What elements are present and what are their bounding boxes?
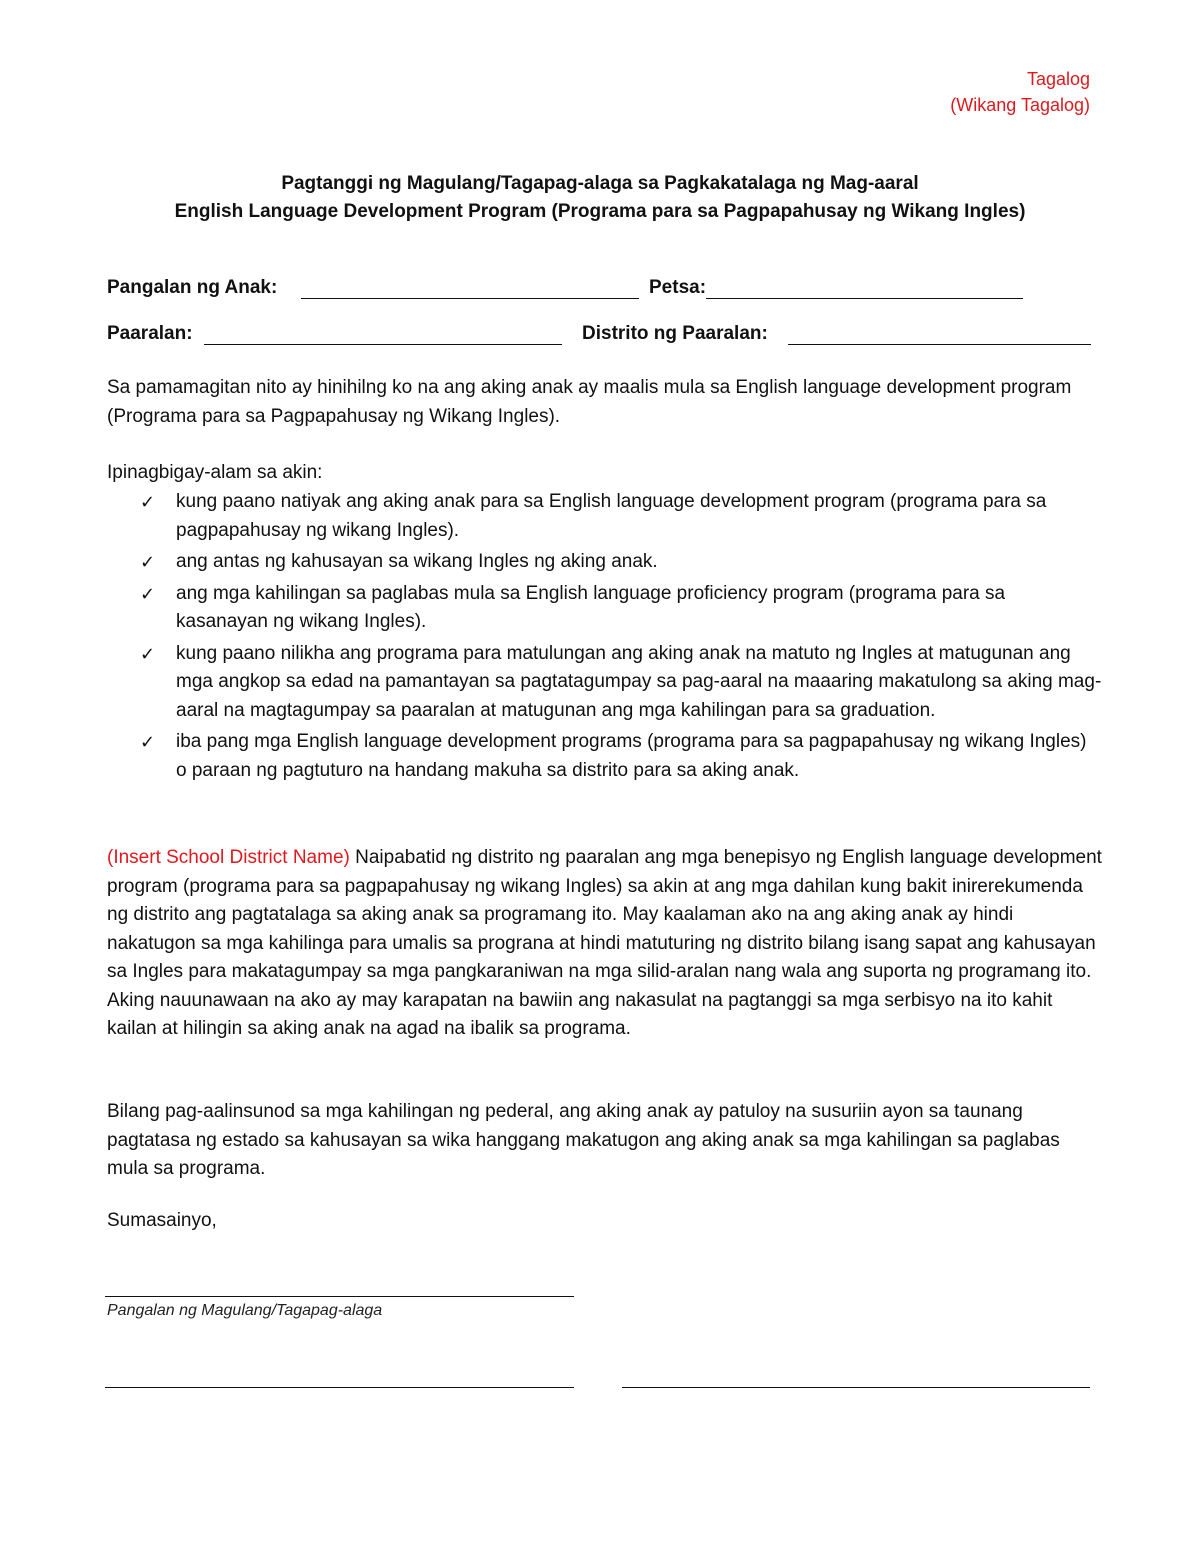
- list-item-text: ang antas ng kahusayan sa wikang Ingles ng aking anak.: [176, 551, 658, 572]
- child-date-row: [107, 276, 1102, 304]
- school-field[interactable]: [204, 344, 562, 345]
- informed-label: [107, 459, 1102, 488]
- district-name-placeholder: (Insert School District Name): [107, 847, 350, 868]
- check-icon: ✓: [140, 552, 156, 572]
- list-item-text: ang mga kahilingan sa paglabas mula sa English language proficiency program (programa para sa kasanayan ng wikang Ingles).: [176, 582, 1006, 632]
- list-item-text: iba pang mga English language development programs (programa para sa pagpapahusay ng wikang Ingles) o paraan ng pagtuturo na handang makuha sa distrito para sa aking anak.: [176, 731, 1087, 781]
- list-item-text: kung paano natiyak ang aking anak para sa English language development program (programa para sa pagpapahusay ng wikang Ingles).: [176, 491, 1047, 541]
- intro-paragraph: [107, 374, 1102, 431]
- child-name-label: Pangalan ng Anak:: [107, 277, 278, 298]
- document-title: [0, 170, 1200, 226]
- closing-text: Sumasainyo,: [107, 1210, 217, 1231]
- title-line2: English Language Development Program (Programa para sa Pagpapahusay ng Wikang Ingles): [174, 201, 1026, 222]
- list-item: [107, 728, 1102, 785]
- parent-name-caption: Pangalan ng Magulang/Tagapag-alaga: [107, 1302, 383, 1319]
- district-field[interactable]: [788, 344, 1091, 345]
- child-name-field[interactable]: [301, 298, 639, 299]
- list-item-text: kung paano nilikha ang programa para matulungan ang aking anak na matuto ng Ingles at matugunan ang mga angkop sa edad na pamantayan sa pagtatagumpay sa pag-aaral na maaaring makatulong sa aking mag-aaral na magtagumpay sa paaralan at matugunan ang mga kahilingan para sa graduation.: [176, 642, 1102, 721]
- list-item: [107, 640, 1102, 726]
- language-tag-line2: (Wikang Tagalog): [950, 95, 1090, 115]
- check-icon: ✓: [140, 732, 156, 752]
- check-icon: ✓: [140, 492, 156, 512]
- informed-checklist: [107, 488, 1102, 788]
- date-label: Petsa:: [649, 277, 707, 298]
- list-item: [107, 580, 1102, 637]
- check-icon: ✓: [140, 643, 156, 664]
- informed-label-text: Ipinagbigay-alam sa akin:: [107, 462, 323, 483]
- school-district-row: [107, 322, 1102, 350]
- check-icon: ✓: [140, 583, 156, 604]
- school-label: Paaralan:: [107, 323, 193, 344]
- language-tag-line1: Tagalog: [1026, 69, 1090, 89]
- parent-name-line[interactable]: [105, 1296, 574, 1297]
- district-paragraph: [107, 844, 1102, 1044]
- date-field[interactable]: [706, 298, 1023, 299]
- list-item: [107, 488, 1102, 545]
- language-tag: [950, 66, 1090, 118]
- closing: [107, 1207, 1102, 1236]
- intro-text: Sa pamamagitan nito ay hinihilng ko na ang aking anak ay maalis mula sa English language development program (Programa para sa Pagpapahusay ng Wikang Ingles).: [107, 377, 1072, 427]
- list-item: [107, 548, 1102, 577]
- signature-line-left[interactable]: [105, 1387, 574, 1388]
- federal-paragraph-text: Bilang pag-aalinsunod sa mga kahilingan ng pederal, ang aking anak ay patuloy na susuriin ayon sa taunang pagtatasa ng estado sa kahusayan sa wika hanggang makatugon ang aking anak sa mga kahilingan sa paglabas mula sa programa.: [107, 1101, 1060, 1179]
- title-line1: Pagtanggi ng Magulang/Tagapag-alaga sa Pagkakatalaga ng Mag-aaral: [281, 173, 919, 194]
- federal-paragraph: [107, 1098, 1102, 1184]
- signature-line-right[interactable]: [622, 1387, 1090, 1388]
- district-paragraph-text: Naipabatid ng distrito ng paaralan ang mga benepisyo ng English language development program (programa para sa pagpapahusay ng wikang Ingles) sa akin at ang mga dahilan kung bakit inirerekumenda ng distrito ang pagtatalaga sa aking anak sa programang ito. May kaalaman ako na ang aking anak ay hindi nakatugon sa mga kahilinga para umalis sa prograna at hindi matuturing ng distrito bilang isang sapat ang kahusayan sa Ingles para makatagumpay sa mga pangkaraniwan na mga silid-aralan nang wala ang suporta ng programang ito. Aking nauunawaan na ako ay may karapatan na bawiin ang nakasulat na pagtanggi sa mga serbisyo na ito kahit kailan at hilingin sa aking anak na agad na ibalik sa programa.: [107, 847, 1102, 1039]
- district-label: Distrito ng Paaralan:: [582, 323, 768, 344]
